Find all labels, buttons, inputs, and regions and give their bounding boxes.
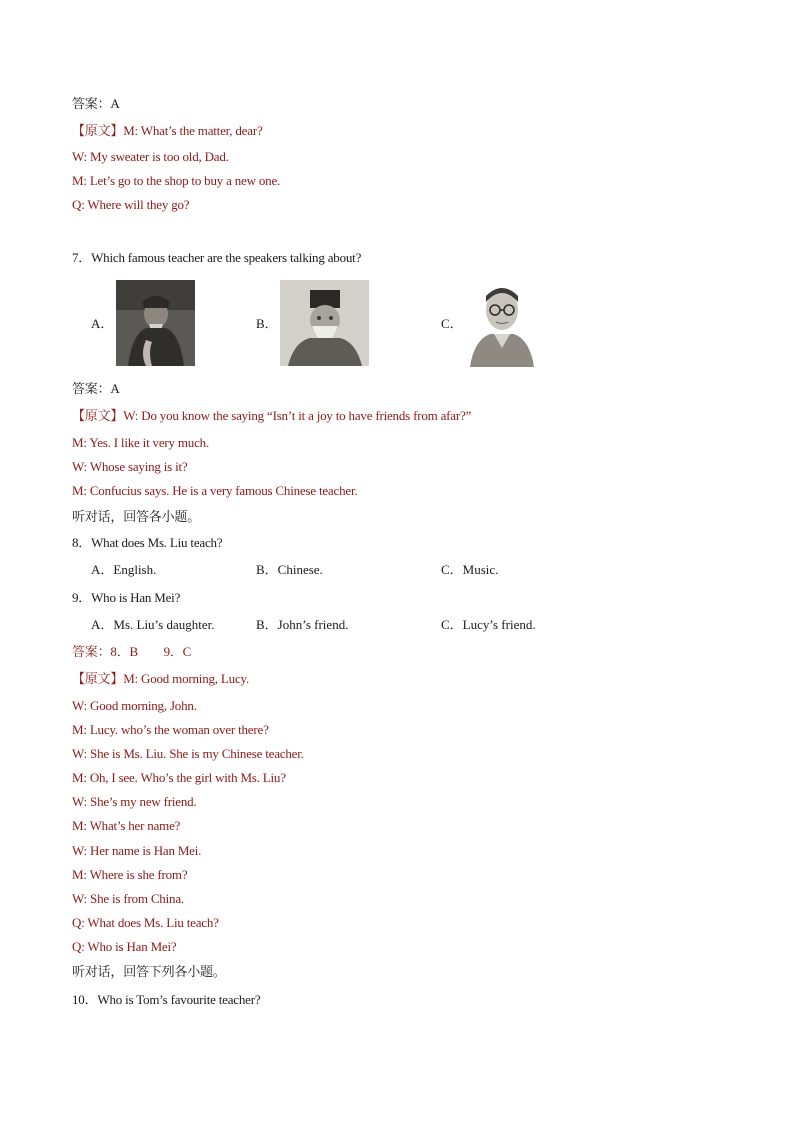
- option-label-a: A．: [91, 316, 114, 331]
- transcript-line: Q: Where will they go?: [72, 197, 190, 212]
- section-instruction: 听对话，回答下列各小题。: [72, 964, 226, 979]
- portrait-scholar-with-hat-image: [280, 280, 369, 366]
- transcript-line: M: Yes. I like it very much.: [72, 435, 210, 450]
- transcript-line: 【原文】M: What’s the matter, dear?: [72, 123, 263, 138]
- transcript-line: W: My sweater is too old, Dad.: [72, 149, 229, 164]
- portrait-man-with-glasses-image: [466, 276, 537, 367]
- transcript-line: 【原文】W: Do you know the saying “Isn’t it a joy to have friends from afar?”: [72, 408, 472, 423]
- answer-line-q6: 答案：A: [72, 96, 120, 111]
- option-a: A．English.: [91, 562, 157, 577]
- question-7: 7．Which famous teacher are the speakers talking about?: [72, 250, 362, 265]
- transcript-line: W: She is from China.: [72, 891, 184, 906]
- transcript-line: M: Oh, I see. Who’s the girl with Ms. Liu?: [72, 770, 286, 785]
- question-10: 10．Who is Tom’s favourite teacher?: [72, 992, 261, 1007]
- transcript-line: W: Whose saying is it?: [72, 459, 188, 474]
- option-label-c: C．: [441, 316, 463, 331]
- option-label-b: B．: [256, 316, 278, 331]
- option-c: C．Lucy’s friend.: [441, 617, 536, 632]
- transcript-line: M: Where is she from?: [72, 867, 188, 882]
- answer-line-q7: 答案：A: [72, 381, 120, 396]
- transcript-line: Q: Who is Han Mei?: [72, 939, 177, 954]
- option-b: B．John’s friend.: [256, 617, 349, 632]
- transcript-line: W: She is Ms. Liu. She is my Chinese teacher.: [72, 746, 304, 761]
- answer-line-q8-9: 答案：8．B 9．C: [72, 644, 192, 659]
- section-instruction: 听对话，回答各小题。: [72, 509, 201, 524]
- transcript-line: Q: What does Ms. Liu teach?: [72, 915, 219, 930]
- transcript-line: M: Let’s go to the shop to buy a new one.: [72, 173, 281, 188]
- transcript-line: M: Confucius says. He is a very famous Chinese teacher.: [72, 483, 358, 498]
- option-c: C．Music.: [441, 562, 499, 577]
- transcript-line: 【原文】M: Good morning, Lucy.: [72, 671, 250, 686]
- transcript-line: W: Good morning, John.: [72, 698, 197, 713]
- question-9: 9．Who is Han Mei?: [72, 590, 181, 605]
- transcript-line: M: What’s her name?: [72, 818, 181, 833]
- portrait-ancient-sage-image: [116, 280, 195, 366]
- transcript-line: W: Her name is Han Mei.: [72, 843, 202, 858]
- option-b: B．Chinese.: [256, 562, 323, 577]
- transcript-line: W: She’s my new friend.: [72, 794, 197, 809]
- transcript-line: M: Lucy. who’s the woman over there?: [72, 722, 269, 737]
- question-8: 8．What does Ms. Liu teach?: [72, 535, 223, 550]
- option-a: A．Ms. Liu’s daughter.: [91, 617, 215, 632]
